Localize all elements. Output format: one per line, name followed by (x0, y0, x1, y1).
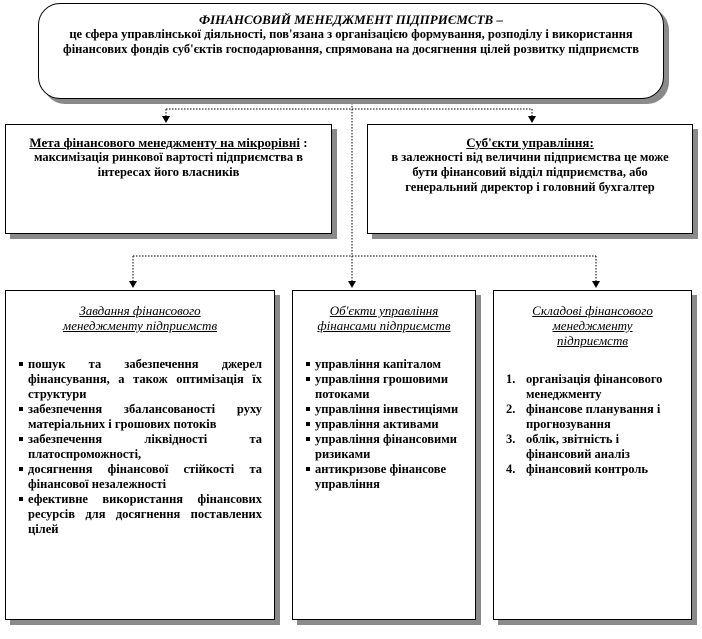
subjects-arrow-head (528, 116, 536, 123)
definition-text: це сфера управлінської діяльності, пов'язана з організацією формування, розподілу і використання фінансових фондів суб'єктів господарювання, спрямована на досягнення цілей розвитку підприємств (63, 27, 639, 56)
components-box (493, 290, 692, 620)
goal-box (5, 124, 332, 234)
objects-arrow-head (348, 281, 356, 288)
objects-list (305, 357, 463, 492)
components-list (506, 372, 679, 477)
goal-colon: : (303, 135, 308, 150)
item-text: облік, звітність і фінансовий аналіз (526, 432, 630, 461)
subjects-title: Суб'єкти управління: (466, 135, 594, 150)
list-item: антикризове фінансове управління (305, 462, 463, 492)
objects-box (292, 290, 476, 620)
goal-text: максимізація ринкової вартості підприємства в інтересах його власників (33, 150, 304, 179)
list-item (506, 432, 679, 462)
list-item: управління капіталом (305, 357, 463, 372)
tasks-box (5, 290, 275, 620)
subjects-box (367, 124, 693, 234)
definition-box (38, 3, 664, 99)
goal-title-line (24, 135, 313, 150)
item-text: організація фінансового менеджменту (526, 372, 663, 401)
components-arrow-head (592, 281, 600, 288)
list-item: управління фінансовими ризиками (305, 432, 463, 462)
list-item: управління грошовими потоками (305, 372, 463, 402)
subjects-text: в залежності від величини підприємства це може бути фінансовий відділ підприємства, або генеральний директор і головний бухгалтер (391, 150, 669, 194)
definition-title: ФІНАНСОВИЙ МЕНЕДЖМЕНТ ПІДПРИЄМСТВ – (199, 12, 503, 27)
goal-arrow-head (162, 116, 170, 123)
list-item: управління інвестиціями (305, 402, 463, 417)
item-number: 3. (506, 432, 516, 446)
list-item: забезпечення ліквідності та платоспроможності, (18, 432, 262, 462)
item-number: 2. (506, 402, 516, 416)
list-item: забезпечення збалансованості руху матеріальних і грошових потоків (18, 402, 262, 432)
tasks-arrow-head (129, 281, 137, 288)
list-item: пошук та забезпечення джерел фінансування, а також оптимізація їх структури (18, 357, 262, 402)
list-item: ефективне використання фінансових ресурсів для досягнення поставлених цілей (18, 492, 262, 537)
item-text: фінансовий контроль (526, 462, 648, 476)
item-number: 1. (506, 372, 516, 386)
tasks-title: Завдання фінансового менеджменту підприємств (62, 303, 218, 333)
item-number: 4. (506, 462, 516, 476)
list-item (506, 462, 679, 477)
objects-title: Об'єкти управління фінансами підприємств (317, 303, 451, 333)
list-item: досягнення фінансової стійкості та фінансової незалежності (18, 462, 262, 492)
list-item: управління активами (305, 417, 463, 432)
tasks-list (18, 357, 262, 537)
components-title: Складові фінансового менеджменту підприємств (532, 303, 653, 348)
list-item (506, 402, 679, 432)
item-text: фінансове планування і прогнозування (526, 402, 661, 431)
list-item (506, 372, 679, 402)
goal-title: Мета фінансового менеджменту на мікрорівні (29, 135, 301, 150)
